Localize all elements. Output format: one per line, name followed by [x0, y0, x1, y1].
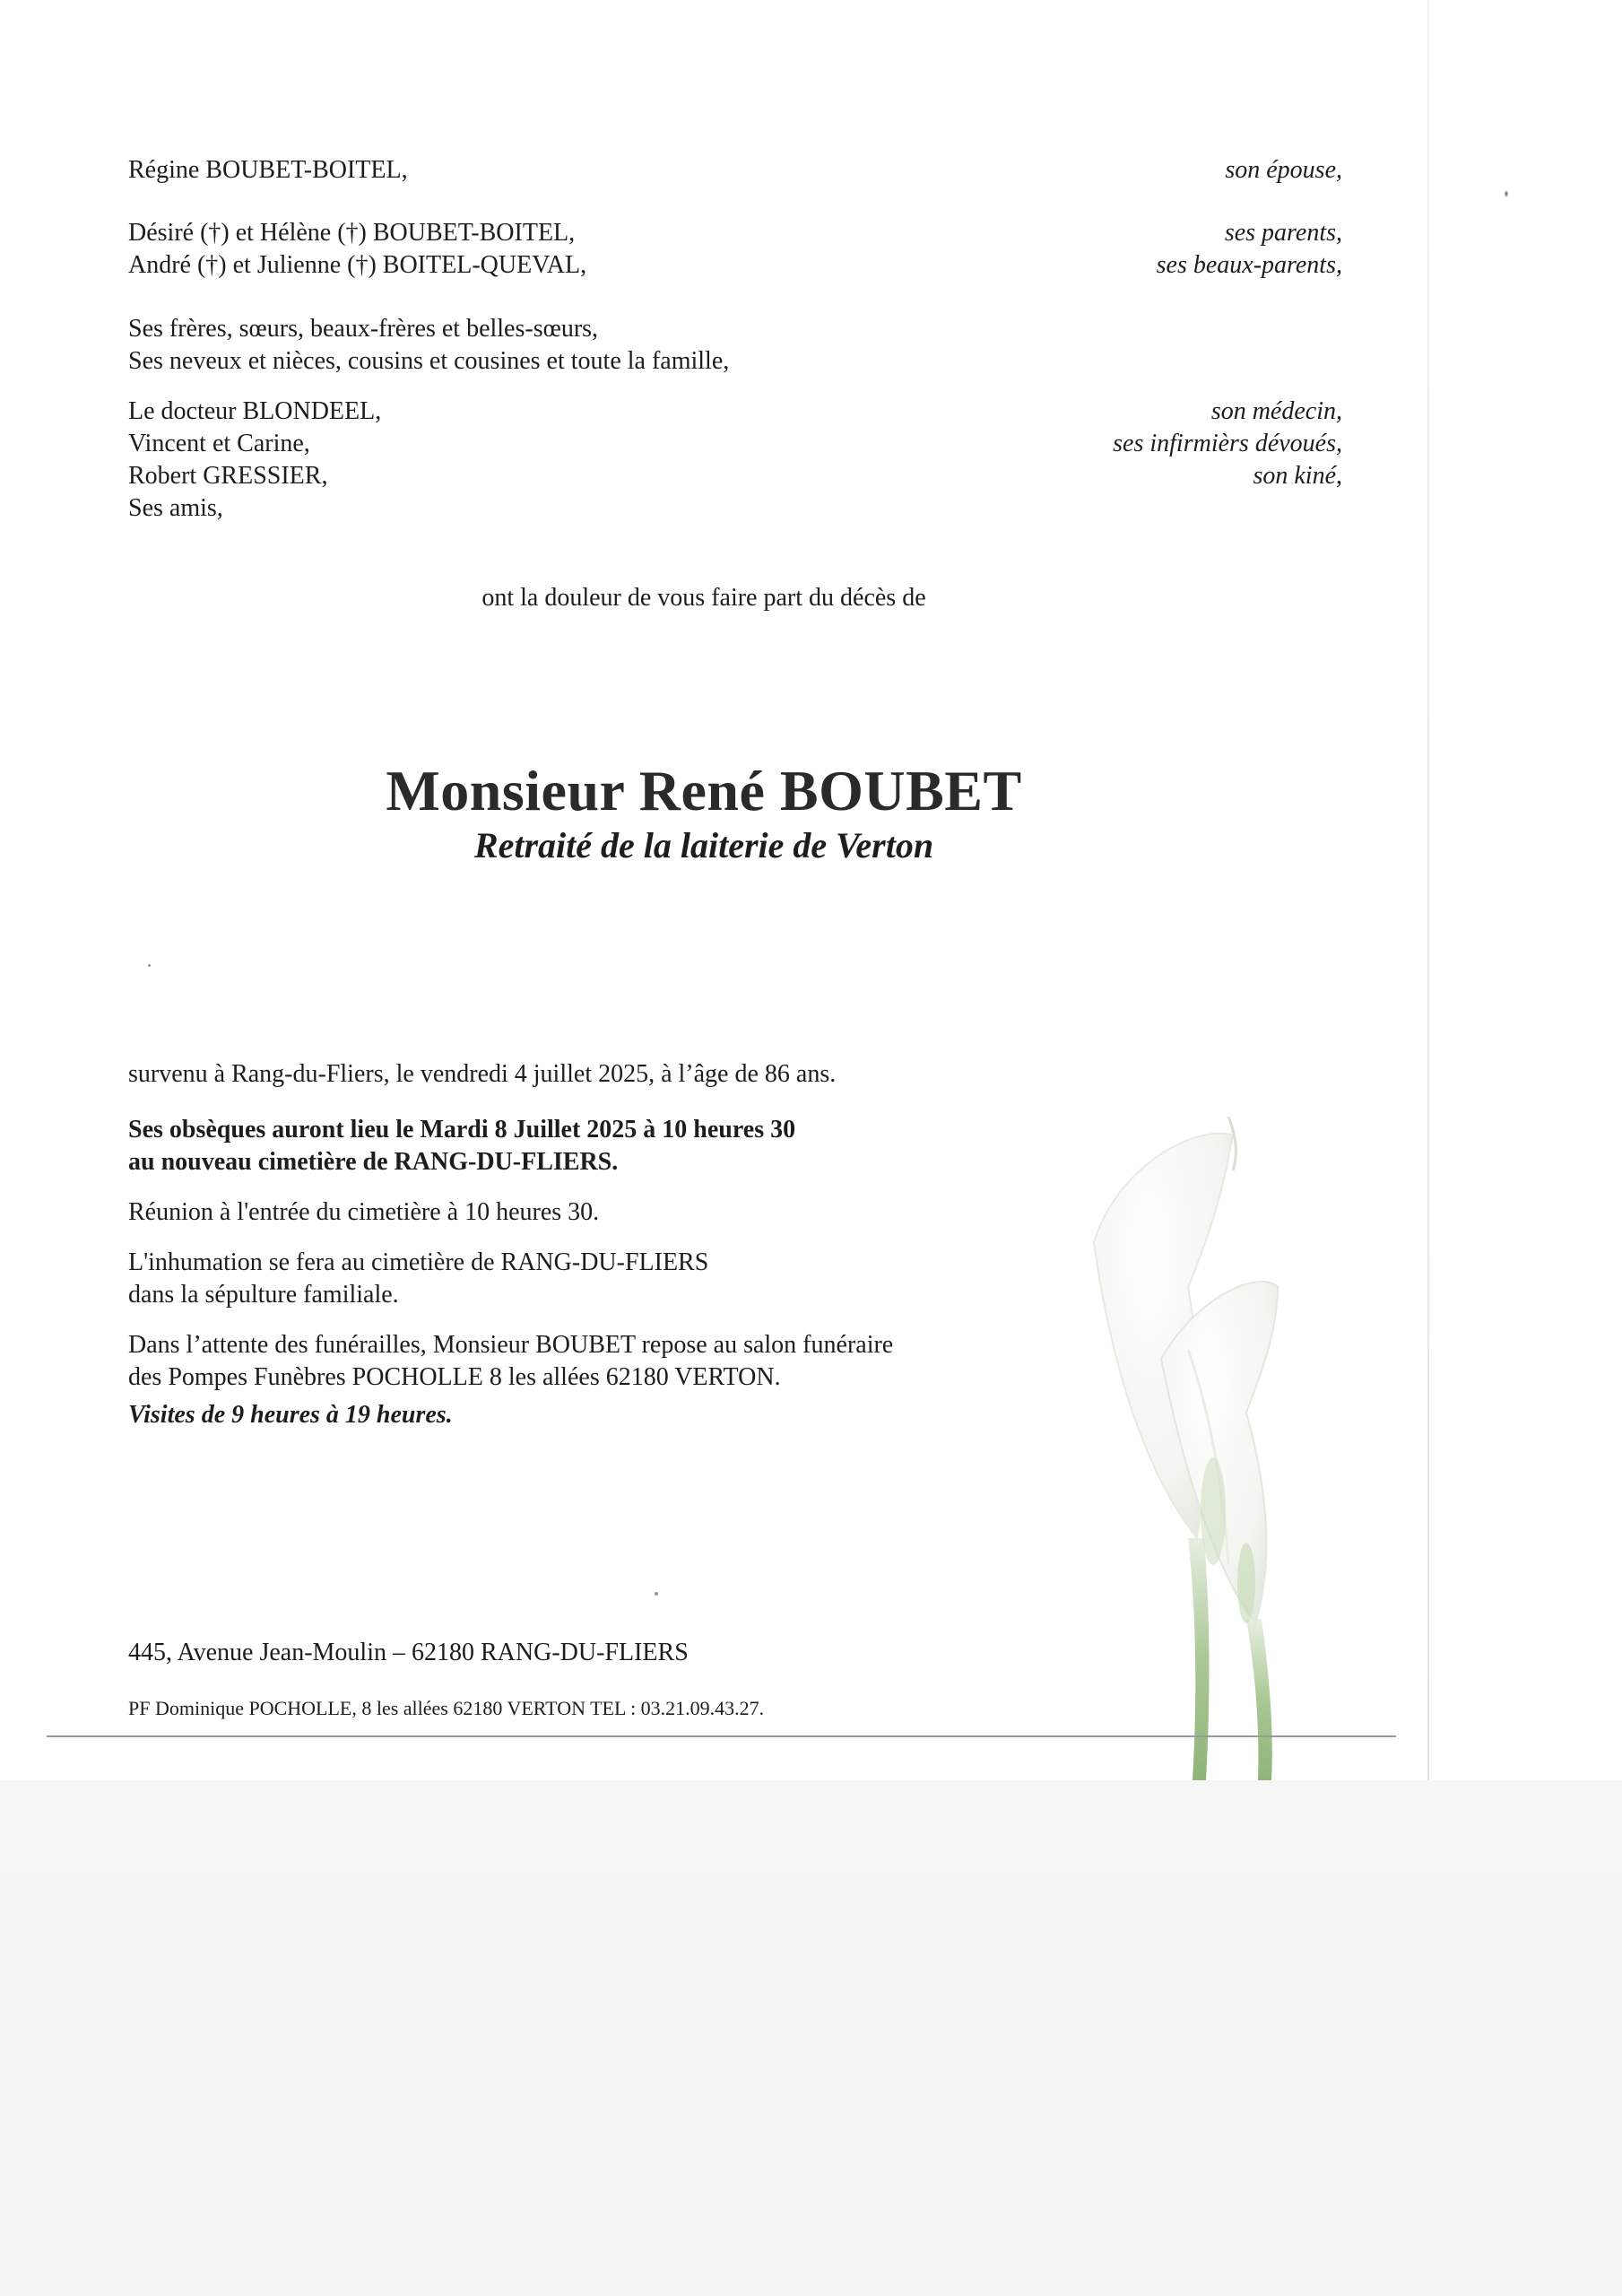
scan-speck: [148, 964, 151, 967]
death-notice: survenu à Rang-du-Fliers, le vendredi 4 juillet 2025, à l’âge de 86 ans.: [128, 1060, 837, 1088]
meeting-info: Réunion à l'entrée du cimetière à 10 heures 30.: [128, 1198, 600, 1226]
family-row: [128, 345, 1342, 378]
family-relation: ses beaux-parents,: [1156, 251, 1342, 279]
home-address: 445, Avenue Jean-Moulin – 62180 RANG-DU-FLIERS: [128, 1639, 689, 1666]
rest-info: des Pompes Funèbres POCHOLLE 8 les allées 62180 VERTON.: [128, 1363, 781, 1391]
funeral-info: au nouveau cimetière de RANG-DU-FLIERS.: [128, 1148, 619, 1176]
family-name: Ses frères, sœurs, beaux-frères et belles-sœurs,: [128, 315, 599, 343]
rest-info: Dans l’attente des funérailles, Monsieur BOUBET repose au salon funéraire: [128, 1331, 894, 1359]
family-name: Robert GRESSIER,: [128, 462, 328, 490]
burial-info: L'inhumation se fera au cimetière de RANG-DU-FLIERS: [128, 1248, 709, 1276]
family-relation: ses infirmièrs dévoués,: [1113, 430, 1342, 457]
family-name: Ses neveux et nièces, cousins et cousines et toute la famille,: [128, 347, 730, 375]
family-relation: son épouse,: [1225, 156, 1342, 184]
family-row: [128, 154, 1342, 187]
family-name: Vincent et Carine,: [128, 430, 310, 457]
family-row: [128, 396, 1342, 428]
burial-info: dans la sépulture familiale.: [128, 1281, 399, 1309]
family-name: Le docteur BLONDEEL,: [128, 397, 382, 425]
family-relation: son médecin,: [1210, 397, 1342, 425]
family-name: Régine BOUBET-BOITEL,: [128, 156, 408, 184]
family-relation: ses parents,: [1224, 219, 1342, 247]
scan-background: [0, 1780, 1622, 2296]
family-name: Ses amis,: [128, 494, 223, 522]
deceased-subtitle: Retraité de la laiterie de Verton: [473, 825, 934, 865]
family-row: [128, 492, 1342, 525]
family-relation: son kiné,: [1253, 462, 1342, 490]
visiting-hours: Visites de 9 heures à 19 heures.: [128, 1401, 453, 1429]
family-row: [128, 313, 1342, 345]
funeral-info: Ses obsèques auront lieu le Mardi 8 Juillet 2025 à 10 heures 30: [128, 1116, 796, 1144]
announcement: ont la douleur de vous faire part du décès de: [481, 584, 926, 612]
calla-lily-image: [1054, 1117, 1430, 1780]
family-row: [128, 249, 1342, 282]
family-row: [128, 460, 1342, 492]
family-name: André (†) et Julienne (†) BOITEL-QUEVAL,: [128, 251, 587, 279]
family-name: Désiré (†) et Hélène (†) BOUBET-BOITEL,: [128, 219, 576, 247]
scan-speck: [1505, 191, 1508, 196]
family-row: [128, 217, 1342, 249]
deceased-name: Monsieur René BOUBET: [386, 759, 1022, 822]
undertaker-contact: PF Dominique POCHOLLE, 8 les allées 62180 VERTON TEL : 03.21.09.43.27.: [128, 1697, 765, 1719]
footer-rule: [47, 1735, 1396, 1737]
family-row: [128, 428, 1342, 460]
scan-speck: [655, 1592, 658, 1596]
